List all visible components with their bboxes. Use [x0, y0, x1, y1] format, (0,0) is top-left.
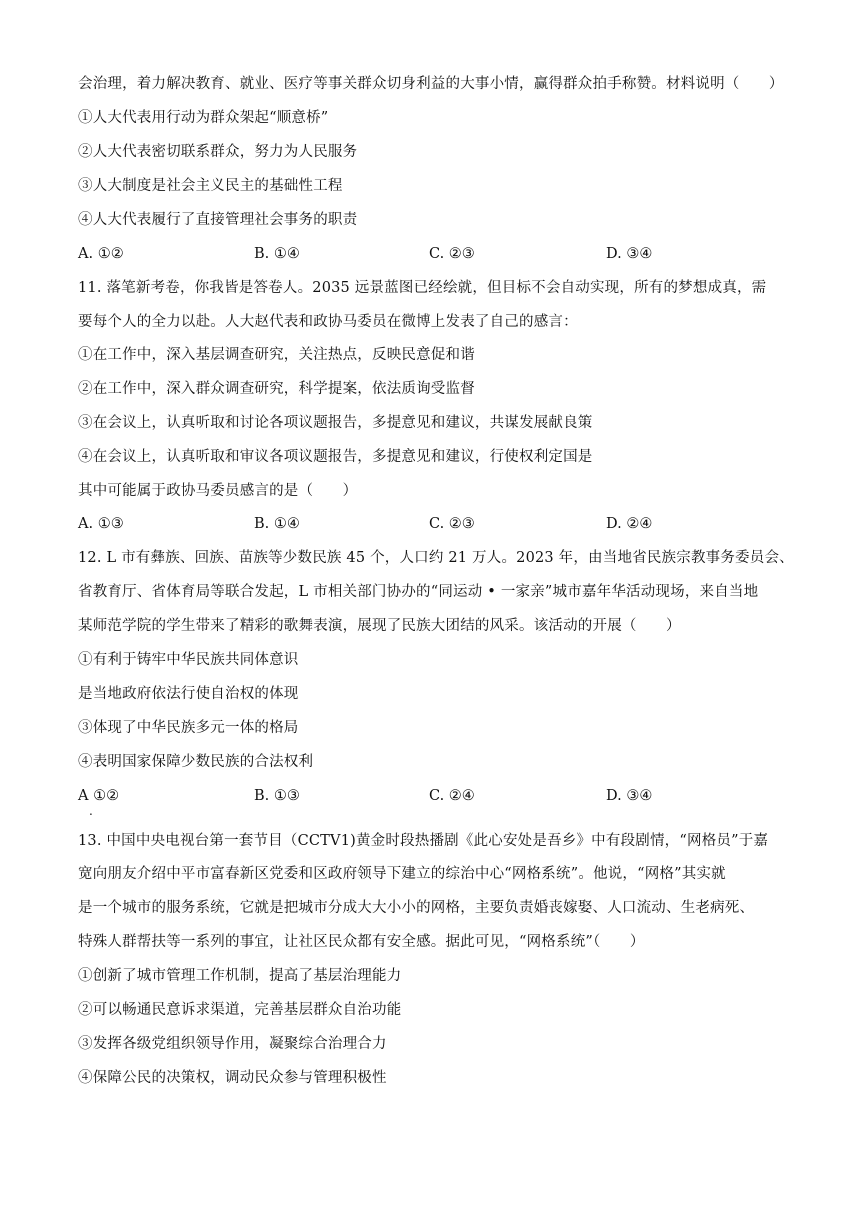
q10-item-2: ②人大代表密切联系群众，努力为人民服务 — [78, 144, 358, 160]
q11-item-2: ②在工作中，深入群众调查研究，科学提案，依法质询受监督 — [78, 381, 475, 397]
q12-stem-line-2: 省教育厅、省体育局等联合发起，L 市相关部门协办的“同运动 • 一家亲”城市嘉年华活动现场，来自当地 — [78, 584, 759, 600]
q11-item-4: ④在会议上，认真听取和审议各项议题报告，多提意见和建议，行使权利定国是 — [78, 449, 593, 465]
q10-option-a: A. ①② — [78, 246, 124, 262]
q10-item-4: ④人大代表履行了直接管理社会事务的职责 — [78, 212, 358, 228]
q11-stem-line-2: 要每个人的全力以赴。人大赵代表和政协马委员在微博上发表了自己的感言： — [78, 314, 578, 330]
q12-options — [78, 786, 788, 818]
q13-stem-line-1: 13. 中国中央电视台第一套节目（CCTV1)黄金时段热播剧《此心安处是吾乡》中有段剧情，“网格员”于嘉 — [78, 833, 769, 849]
q13-stem-line-2: 宽向朋友介绍中平市富春新区党委和区政府领导下建立的综治中心“网格系统”。他说，“网格”其实就 — [78, 866, 726, 882]
q12-item-4: ④表明国家保障少数民族的合法权利 — [78, 754, 314, 770]
q13-stem-line-4: 特殊人群帮扶等一系列的事宜，让社区民众都有安全感。据此可见，“网格系统”（ ） — [78, 934, 645, 950]
q12-option-a: A ①② — [78, 788, 120, 804]
q11-option-c: C. ②③ — [429, 516, 475, 532]
q11-stem-line-1: 11. 落笔新考卷，你我皆是答卷人。2035 远景蓝图已经绘就，但目标不会自动实现，所有的梦想成真，需 — [78, 280, 767, 296]
q10-item-3: ③人大制度是社会主义民主的基础性工程 — [78, 178, 343, 194]
q11-item-1: ①在工作中，深入基层调查研究，关注热点，反映民意促和谐 — [78, 347, 475, 363]
q11-item-3: ③在会议上，认真听取和讨论各项议题报告，多提意见和建议，共谋发展献良策 — [78, 415, 593, 431]
q12-item-1: ①有利于铸牢中华民族共同体意识 — [78, 652, 299, 668]
q13-item-3: ③发挥各级党组织领导作用，凝聚综合治理合力 — [78, 1036, 387, 1052]
q11-option-a: A. ①③ — [78, 516, 124, 532]
q10-options — [78, 244, 788, 264]
q12-stem-line-1: 12. L 市有彝族、回族、苗族等少数民族 45 个，人口约 21 万人。2023 年，由当地省民族宗教事务委员会、 — [78, 550, 794, 566]
q11-options — [78, 514, 788, 534]
q10-stem-end: 会治理，着力解决教育、就业、医疗等事关群众切身利益的大事小情，赢得群众拍手称赞。材料说明（ ） — [78, 76, 784, 92]
q10-option-c: C. ②③ — [429, 246, 475, 262]
q12-item-2: 是当地政府依法行使自治权的体现 — [78, 686, 299, 702]
q12-option-d: D. ③④ — [606, 788, 653, 804]
q12-option-a-dot: . — [89, 804, 93, 818]
q12-option-b: B. ①③ — [254, 788, 300, 804]
q10-item-1: ①人大代表用行动为群众架起“顺意桥” — [78, 110, 329, 126]
q13-item-2: ②可以畅通民意诉求渠道，完善基层群众自治功能 — [78, 1002, 402, 1018]
q13-stem-line-3: 是一个城市的服务系统，它就是把城市分成大大小小的网格，主要负责婚丧嫁娶、人口流动、生老病死、 — [78, 900, 755, 916]
q10-option-d: D. ③④ — [606, 246, 653, 262]
q12-stem-line-3: 某师范学院的学生带来了精彩的歌舞表演，展现了民族大团结的风采。该活动的开展（ ） — [78, 618, 681, 634]
q10-option-b: B. ①④ — [254, 246, 300, 262]
q11-option-d: D. ②④ — [606, 516, 653, 532]
q13-item-4: ④保障公民的决策权，调动民众参与管理积极性 — [78, 1070, 387, 1086]
q11-option-b: B. ①④ — [254, 516, 300, 532]
q12-item-3: ③体现了中华民族多元一体的格局 — [78, 720, 299, 736]
q13-item-1: ①创新了城市管理工作机制，提高了基层治理能力 — [78, 968, 402, 984]
q11-question: 其中可能属于政协马委员感言的是（ ） — [78, 483, 358, 499]
q12-option-c: C. ②④ — [429, 788, 475, 804]
